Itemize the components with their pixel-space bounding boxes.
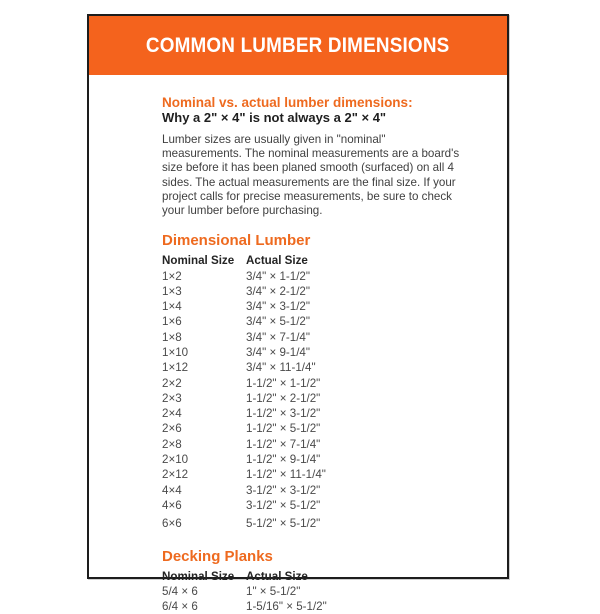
table-cell: 1×8 bbox=[162, 330, 182, 344]
lumber-info-sheet bbox=[87, 14, 509, 614]
table-header-row bbox=[162, 253, 326, 268]
table-cell: 1-1/2" × 5-1/2" bbox=[246, 422, 321, 436]
table-row bbox=[162, 269, 326, 284]
table-cell: 3/4" × 11-1/4" bbox=[246, 361, 316, 375]
table-row bbox=[162, 284, 326, 299]
table-cell: 1" × 5-1/2" bbox=[246, 584, 301, 598]
sheet-content bbox=[89, 75, 507, 614]
table-cell: 1-5/16" × 5-1/2" bbox=[246, 600, 327, 614]
table-cell: 2×12 bbox=[162, 468, 189, 482]
table-cell: 2×10 bbox=[162, 453, 189, 467]
table-row bbox=[162, 498, 326, 513]
table-cell: 1-1/2" × 11-1/4" bbox=[246, 468, 326, 482]
column-header-actual-size: Actual Size bbox=[246, 254, 308, 268]
table-cell: 3/4" × 7-1/4" bbox=[246, 330, 310, 344]
table-cell: 1×3 bbox=[162, 284, 182, 298]
table-cell: 3-1/2" × 5-1/2" bbox=[246, 498, 321, 512]
table-row bbox=[162, 437, 326, 452]
table-cell: 3/4" × 1-1/2" bbox=[246, 269, 310, 283]
decking-planks-section bbox=[162, 549, 467, 614]
table-cell: 6×6 bbox=[162, 517, 182, 531]
column-header-actual-size: Actual Size bbox=[246, 569, 308, 583]
table-cell: 3/4" × 3-1/2" bbox=[246, 300, 310, 314]
table-header bbox=[162, 569, 327, 584]
table-cell: 2×4 bbox=[162, 407, 182, 421]
table-cell: 1×10 bbox=[162, 346, 189, 359]
table-cell: 3/4" × 5-1/2" bbox=[246, 315, 310, 329]
table-row bbox=[162, 314, 326, 329]
table-row bbox=[162, 421, 326, 436]
table-row bbox=[162, 376, 326, 391]
table-cell: 2×8 bbox=[162, 437, 182, 451]
table-row bbox=[162, 360, 326, 375]
intro-heading: Nominal vs. actual lumber dimensions: bbox=[162, 95, 413, 110]
dimensional-lumber-heading: Dimensional Lumber bbox=[162, 232, 311, 250]
table-row bbox=[162, 345, 326, 360]
table-cell: 4×4 bbox=[162, 483, 182, 497]
table-row bbox=[162, 452, 326, 467]
table-row bbox=[162, 391, 326, 406]
table-row bbox=[162, 467, 326, 482]
table-header-row bbox=[162, 569, 327, 584]
table-cell: 1-1/2" × 7-1/4" bbox=[246, 437, 321, 451]
table-body bbox=[162, 269, 326, 532]
decking-planks-heading: Decking Planks bbox=[162, 547, 273, 565]
table-cell: 1-1/2" × 2-1/2" bbox=[246, 391, 321, 405]
column-header-nominal-size: Nominal Size bbox=[162, 569, 235, 583]
table-cell: 1-1/2" × 1-1/2" bbox=[246, 376, 321, 390]
table-cell: 1×12 bbox=[162, 361, 189, 375]
table-cell: 3/4" × 2-1/2" bbox=[246, 284, 310, 298]
table-cell: 2×6 bbox=[162, 422, 182, 436]
column-header-nominal-size: Nominal Size bbox=[162, 254, 235, 268]
table-row bbox=[162, 483, 326, 498]
table-cell: 1×2 bbox=[162, 269, 182, 283]
table-row bbox=[162, 406, 326, 421]
table-cell: 5-1/2" × 5-1/2" bbox=[246, 517, 321, 531]
table-cell: 4×6 bbox=[162, 498, 182, 512]
table-row bbox=[162, 299, 326, 314]
intro-paragraph: Lumber sizes are usually given in "nominal" measurements. The nominal measurements are a board's size before it has been planed smooth (surfaced) on all 4 sides. The actual measurements are the final size. If your project calls for precise measurements, be sure to check your lumber before purchasing. bbox=[162, 133, 460, 218]
table-cell: 1-1/2" × 3-1/2" bbox=[246, 407, 321, 421]
table-cell: 1×4 bbox=[162, 300, 182, 314]
table-cell: 2×2 bbox=[162, 376, 182, 390]
table-row bbox=[162, 513, 326, 531]
table-cell: 6/4 × 6 bbox=[162, 600, 198, 614]
table-cell: 1×6 bbox=[162, 315, 182, 329]
table-row bbox=[162, 584, 327, 599]
intro-subheading: Why a 2" × 4" is not always a 2" × 4" bbox=[162, 110, 387, 125]
table-row bbox=[162, 599, 327, 614]
dimensional-lumber-section bbox=[162, 233, 467, 531]
page-title: COMMON LUMBER DIMENSIONS bbox=[146, 33, 450, 57]
table-body bbox=[162, 584, 327, 614]
table-cell: 3/4" × 9-1/4" bbox=[246, 346, 310, 359]
decking-planks-table bbox=[162, 569, 327, 614]
dimensional-lumber-table bbox=[162, 253, 326, 531]
table-cell: 5/4 × 6 bbox=[162, 584, 198, 598]
table-row bbox=[162, 330, 326, 345]
table-cell: 2×3 bbox=[162, 391, 182, 405]
table-cell: 3-1/2" × 3-1/2" bbox=[246, 483, 321, 497]
table-cell: 1-1/2" × 9-1/4" bbox=[246, 453, 321, 467]
table-header bbox=[162, 253, 326, 268]
title-bar bbox=[89, 16, 507, 75]
